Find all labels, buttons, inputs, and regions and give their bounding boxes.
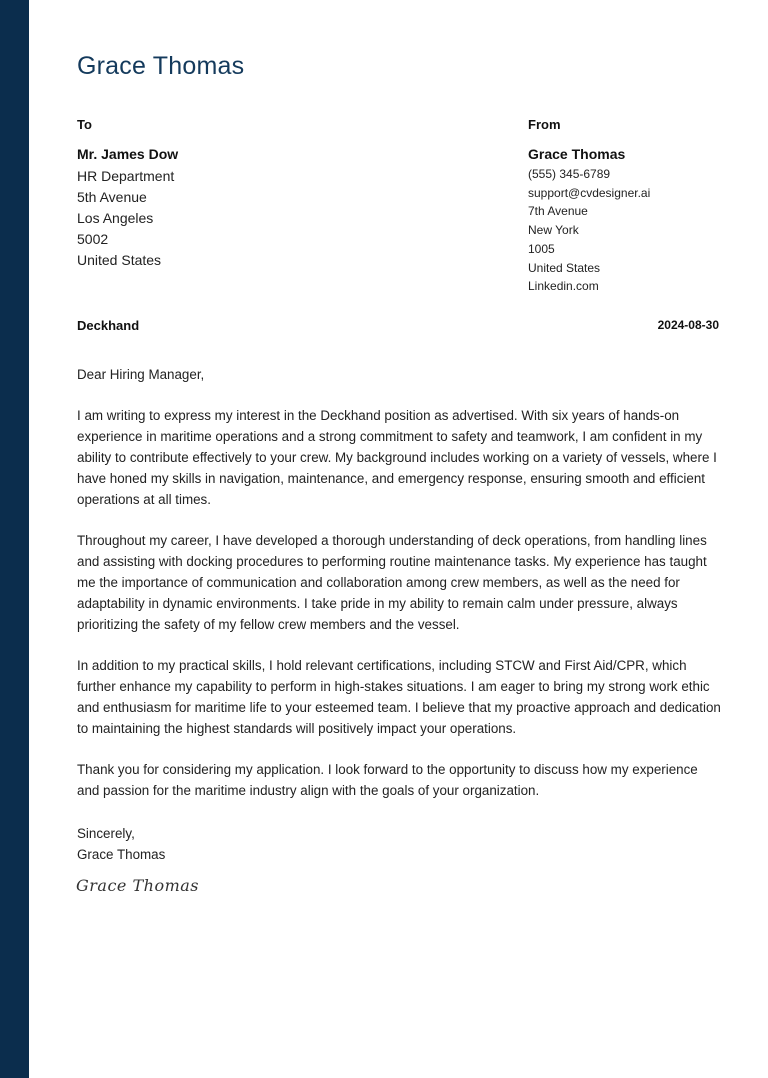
sidebar-accent-bar: [0, 0, 29, 1078]
body-paragraph: Throughout my career, I have developed a thorough understanding of deck operations, from handling lines and assisting with docking procedures to performing routine maintenance tasks. My experience has taught me the importance of communication and collaboration among crew members, as well as the need for adaptability in dynamic environments. I take pride in my ability to remain calm under pressure, always prioritizing the safety of my fellow crew members and the vessel.: [77, 533, 707, 632]
sender-country: United States: [528, 260, 601, 275]
handwritten-signature: Grace Thomas: [76, 876, 200, 895]
page-title: Grace Thomas: [77, 52, 245, 80]
salutation: Dear Hiring Manager,: [77, 367, 205, 382]
closing-block: [77, 823, 165, 865]
sender-label: From: [528, 117, 561, 132]
closing-name: Grace Thomas: [77, 847, 166, 862]
sender-linkedin: Linkedin.com: [528, 279, 599, 294]
sender-name: Grace Thomas: [528, 146, 626, 162]
sender-zip: 1005: [528, 241, 555, 256]
recipient-country: United States: [77, 252, 162, 268]
sender-phone: (555) 345-6789: [528, 167, 611, 181]
recipient-block: [77, 117, 407, 271]
sender-block: [528, 117, 748, 296]
body-paragraph: Thank you for considering my application. I look forward to the opportunity to discuss how my experience and passion for the maritime industry align with the goals of your organization.: [77, 762, 698, 798]
recipient-city: Los Angeles: [77, 210, 154, 226]
recipient-name: Mr. James Dow: [77, 146, 179, 162]
sender-email: support@cvdesigner.ai: [528, 185, 651, 200]
recipient-zip: 5002: [77, 231, 109, 247]
letter-body: [77, 364, 723, 821]
letter-date: 2024-08-30: [657, 318, 719, 332]
recipient-street: 5th Avenue: [77, 189, 147, 205]
closing-phrase: Sincerely,: [77, 826, 135, 841]
sender-street: 7th Avenue: [528, 204, 588, 219]
recipient-department: HR Department: [77, 168, 175, 184]
sender-city: New York: [528, 223, 579, 238]
body-paragraph: In addition to my practical skills, I hold relevant certifications, including STCW and First Aid/CPR, which further enhance my capability to perform in high-stakes situations. I am eager to bring my strong work ethic and enthusiasm for maritime life to your esteemed team. I believe that my proactive approach and dedication to maintaining the highest standards will positively impact your operations.: [77, 658, 721, 736]
recipient-label: To: [77, 117, 92, 132]
letter-subject: Deckhand: [77, 318, 140, 333]
body-paragraph: I am writing to express my interest in the Deckhand position as advertised. With six years of hands-on experience in maritime operations and a strong commitment to safety and teamwork, I am confident in my ability to contribute effectively to your crew. My background includes working on a variety of vessels, where I have honed my skills in navigation, maintenance, and emergency response, ensuring smooth and efficient operations at all times.: [77, 408, 717, 507]
